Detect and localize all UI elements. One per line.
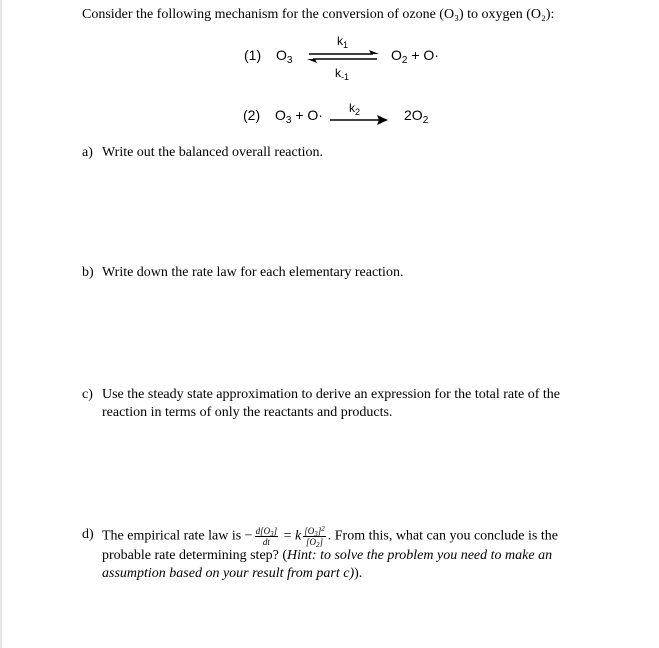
- page-left-edge: [0, 0, 2, 648]
- step2-k: $k_2$: [349, 101, 361, 117]
- step1-k-reverse: $k_{-1}$: [335, 66, 350, 82]
- step1-reactant: $O_3$: [276, 47, 293, 66]
- intro-text: Consider the following mechanism for the conversion of ozone (O₃) to oxygen (O₂):: [82, 7, 555, 22]
- step1-products: $O_2 + O\cdot$: [391, 47, 439, 66]
- question-d-text: The empirical rate law is − $\frac{d[O_3]}{dt}$ = k $\frac{[O_3]^2}{[O_2]}$ . From this, what can you conclude is the probable rate determining step? (Hint: to solve the problem you need to make an assumption based on your result from part c)).: [102, 525, 558, 581]
- step2-product: $2O_2$: [404, 107, 429, 126]
- question-a: [82, 144, 602, 162]
- question-b-text: Write down the rate law for each elementary reaction.: [102, 265, 404, 280]
- forward-arrow-icon: [330, 115, 388, 125]
- rate-fraction-concentrations: $\frac{[O_3]^2}{[O_2]}$: [304, 525, 325, 549]
- step1-label: (1): [244, 47, 262, 63]
- question-b-label: b): [82, 265, 94, 280]
- equilibrium-arrow-icon: [307, 50, 379, 64]
- step2-reactants: $O_3 + O\cdot$: [275, 107, 323, 126]
- step1-k-forward: $k_1$: [337, 34, 349, 50]
- rate-fraction-derivative: $\frac{d[O_3]}{dt}$: [255, 526, 278, 547]
- question-d-label: d): [82, 527, 94, 542]
- question-c-text: Use the steady state approximation to derive an expression for the total rate of the reaction in terms of only the reactants and products.: [102, 387, 560, 420]
- question-a-label: a): [82, 145, 93, 160]
- question-d-hint: Hint: to solve the problem you need to make an assumption based on your result from part c): [102, 548, 553, 581]
- question-c: [82, 386, 602, 422]
- question-a-text: Write out the balanced overall reaction.: [102, 145, 323, 160]
- question-b: [82, 264, 602, 282]
- question-d: [82, 526, 602, 583]
- step2-label: (2): [243, 107, 261, 123]
- question-c-label: c): [82, 387, 93, 402]
